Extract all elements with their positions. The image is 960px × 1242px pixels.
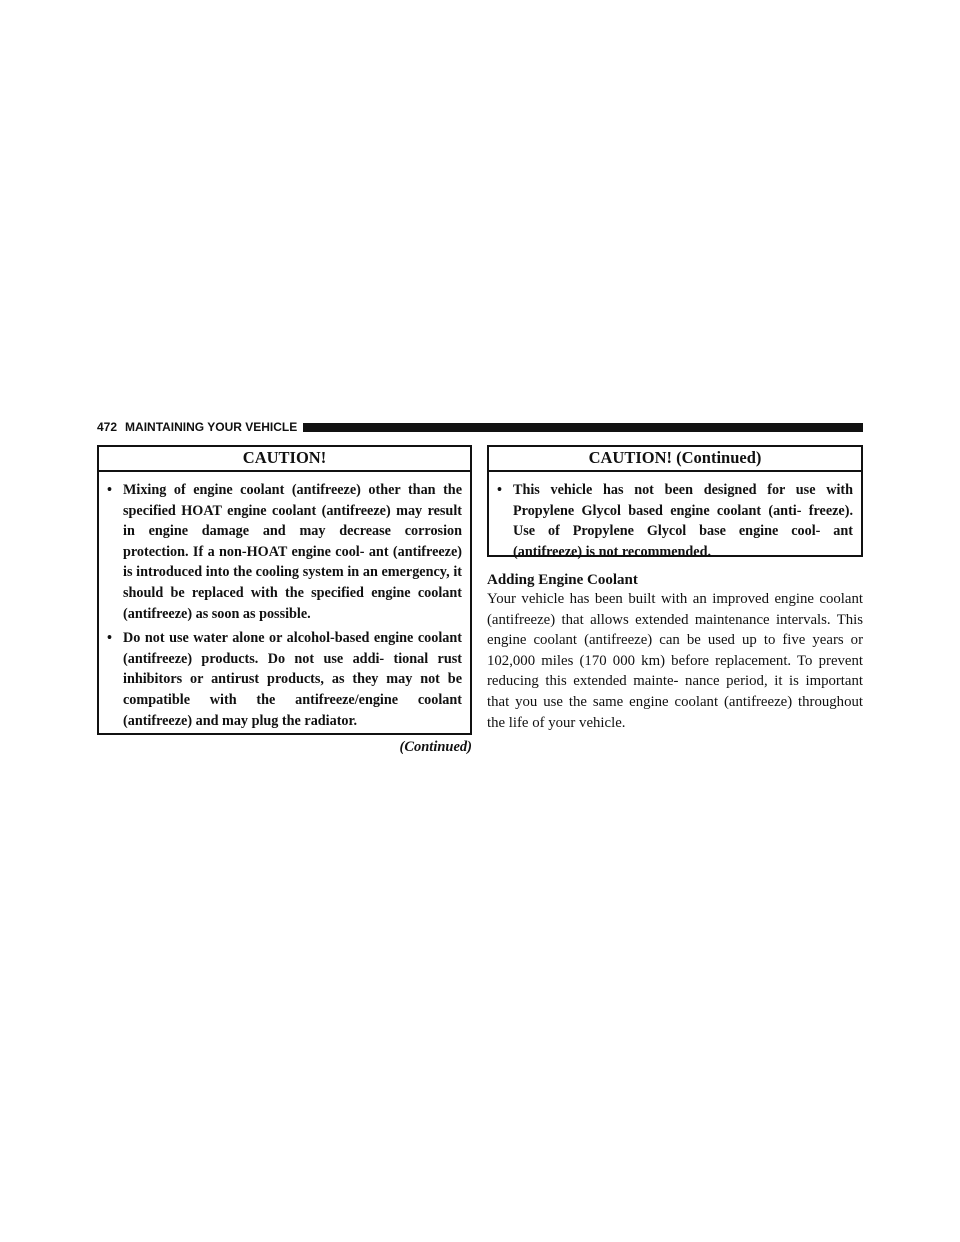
continued-label: (Continued) bbox=[399, 739, 472, 755]
section-heading: Adding Engine Coolant bbox=[487, 572, 638, 588]
caution-box-right bbox=[487, 445, 863, 560]
caution-item-text: Mixing of engine coolant (antifreeze) other than the specified HOAT engine coolant (antifreeze) may result in engine damage and may decrease corrosion protection. If a non-HOAT engine cool- ant (antifreeze) is introduced into the cooling system in an emergency, it should be replaced with the specified engine coolant (antifreeze) as soon as possible. bbox=[123, 482, 462, 622]
caution-box-left bbox=[97, 445, 472, 735]
caution-list bbox=[489, 472, 861, 562]
caution-item-text: Do not use water alone or alcohol-based engine coolant (antifreeze) products. Do not use addi- tional rust inhibitors or antirust products, as they may not be compatible with the antifreeze/engine coolant (antifreeze) and may plug the radiator. bbox=[123, 630, 462, 729]
caution-item-text: This vehicle has not been designed for use with Propylene Glycol based engine coolant (anti- freeze). Use of Propylene Glycol base engine cool- ant (antifreeze) is not recommended. bbox=[513, 482, 853, 560]
section-paragraph: Your vehicle has been built with an improved engine coolant (antifreeze) that allows extended maintenance intervals. This engine coolant (antifreeze) can be used up to five years or 102,000 miles (170 000 km) before replacement. To prevent reducing this extended mainte- nance period, it is important that you use the same engine coolant (antifreeze) throughout the life of your vehicle. bbox=[487, 591, 863, 731]
caution-title: CAUTION! bbox=[99, 447, 470, 472]
page-header bbox=[97, 420, 863, 434]
page-number: 472 bbox=[97, 420, 118, 434]
bullet-icon: • bbox=[107, 630, 112, 647]
caution-item bbox=[107, 480, 462, 624]
caution-item bbox=[497, 480, 853, 562]
header-rule bbox=[303, 423, 863, 432]
bullet-icon: • bbox=[107, 482, 112, 498]
section-title: MAINTAINING YOUR VEHICLE bbox=[125, 420, 298, 434]
bullet-icon: • bbox=[497, 482, 502, 498]
caution-title-continued: CAUTION! (Continued) bbox=[489, 447, 861, 472]
caution-list bbox=[99, 472, 470, 731]
caution-item bbox=[107, 628, 462, 731]
